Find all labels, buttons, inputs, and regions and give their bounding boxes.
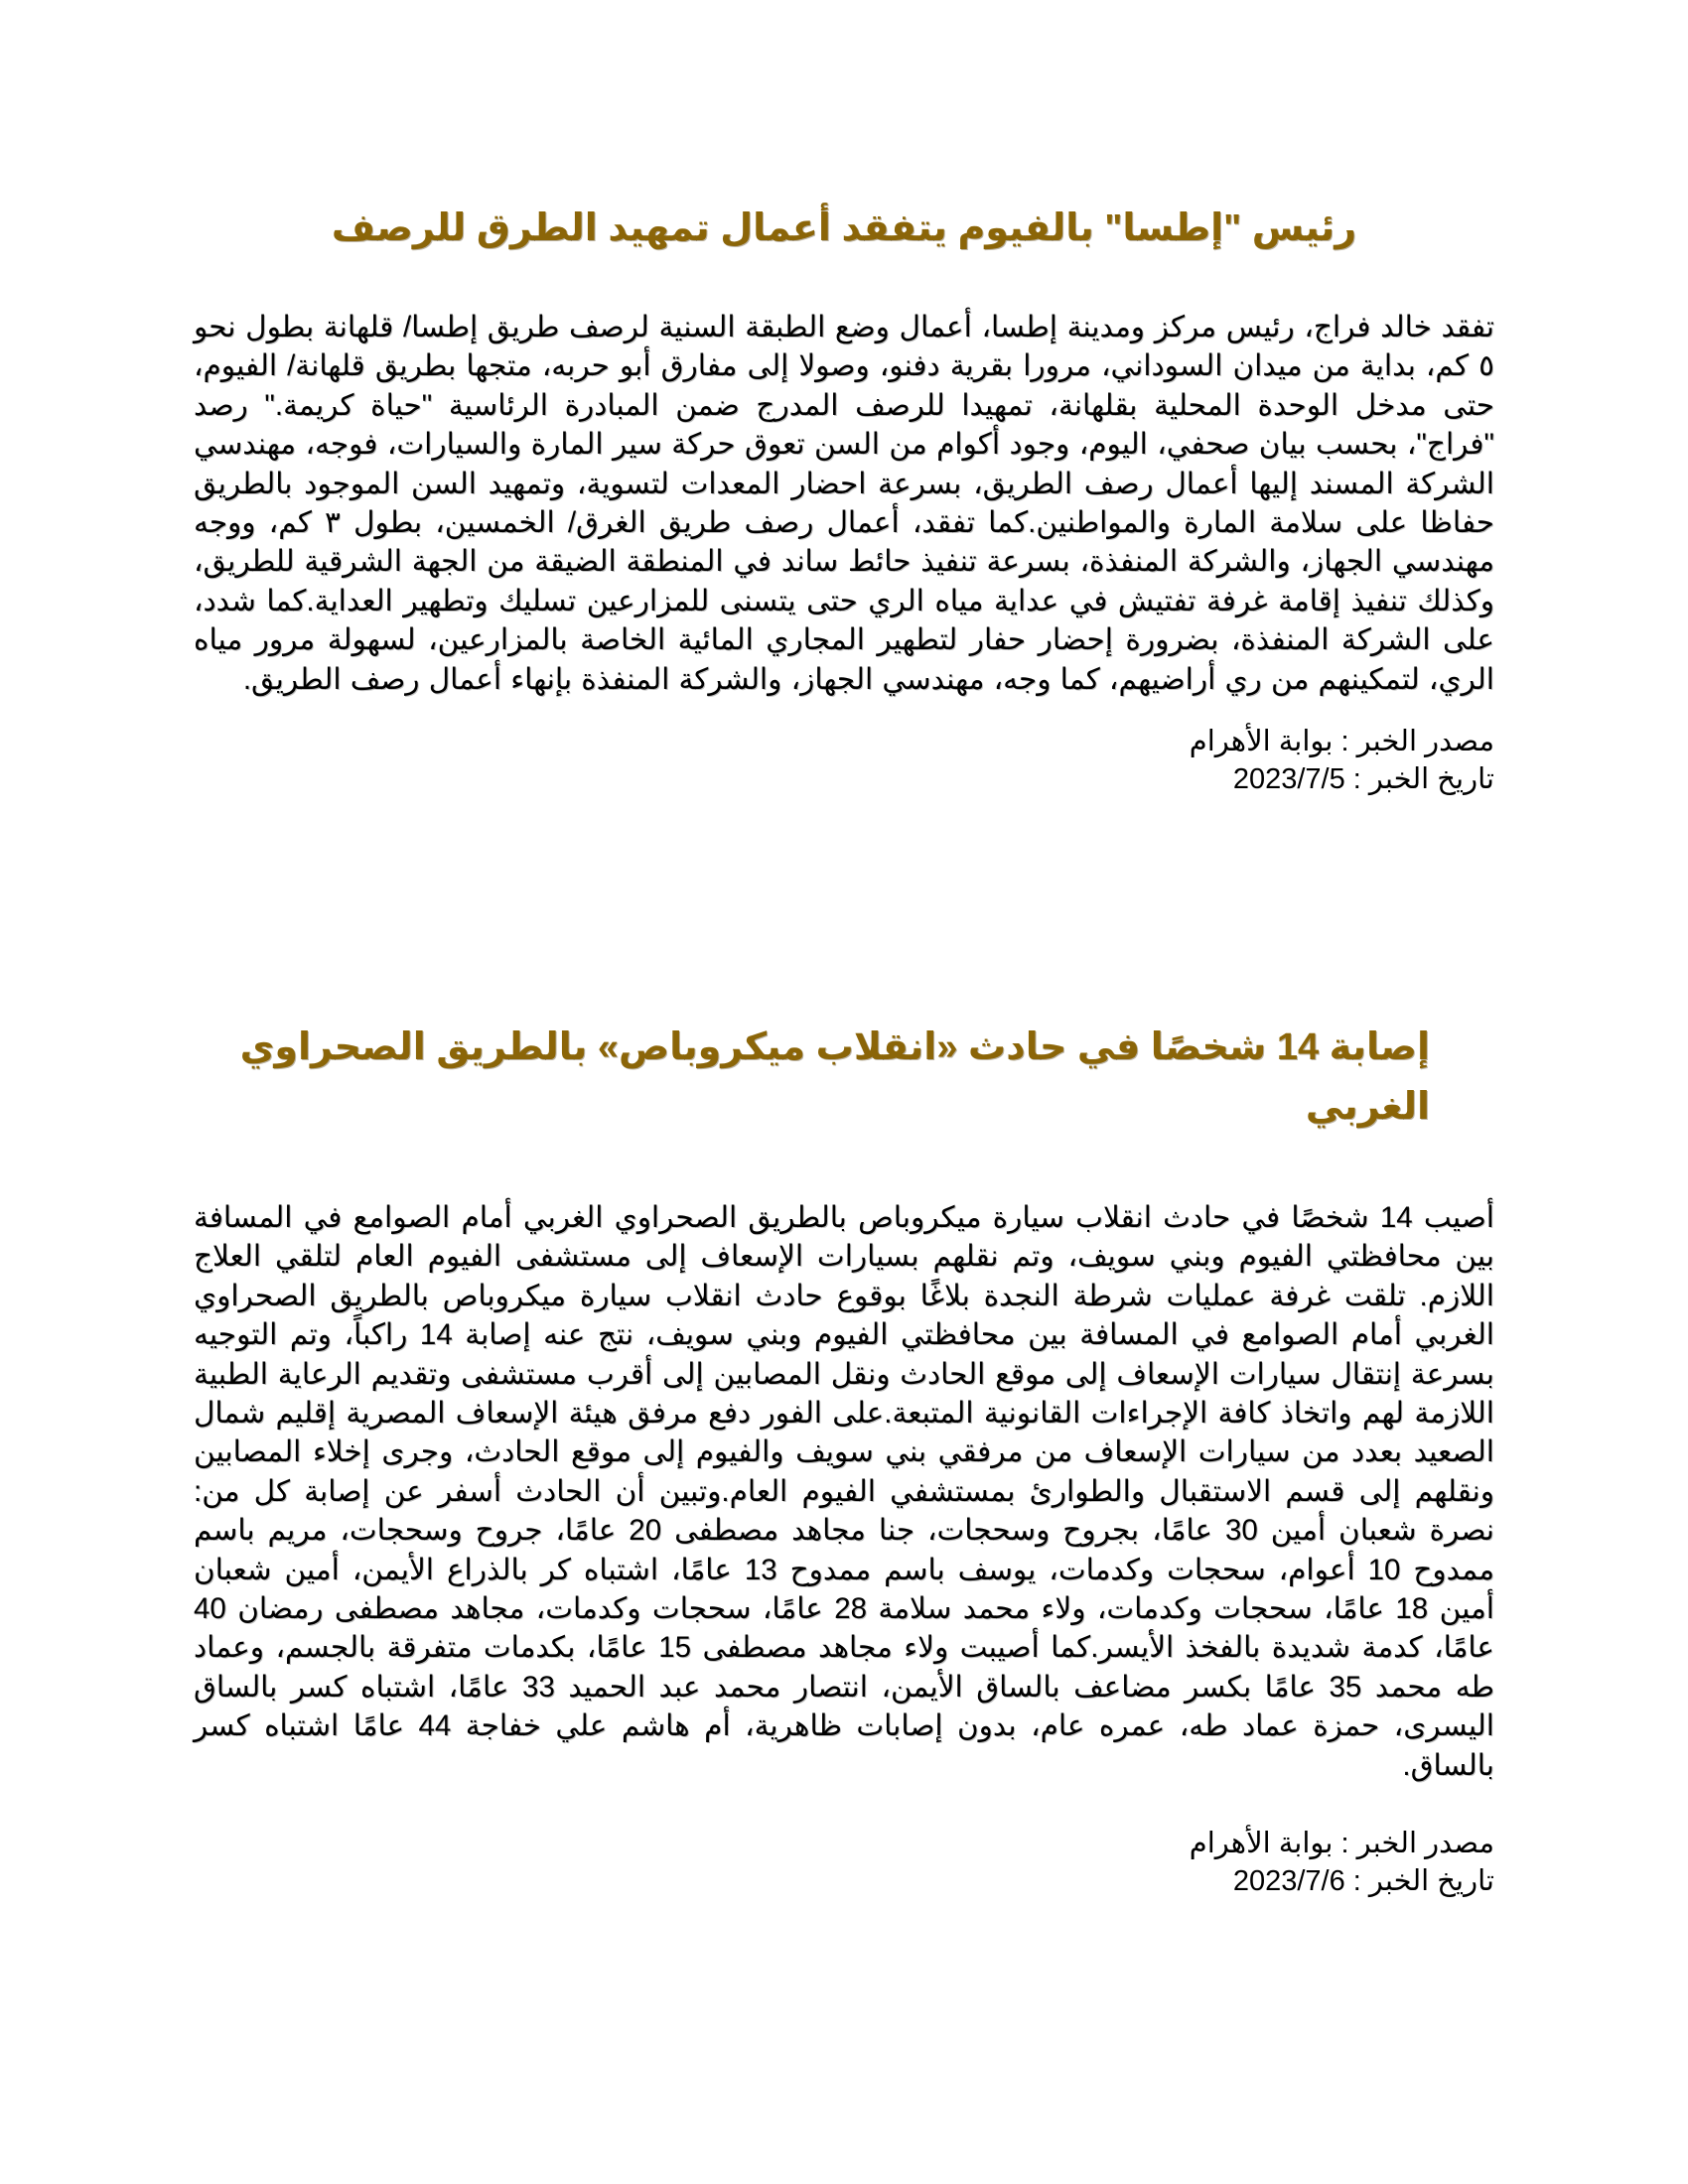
source-label: مصدر الخبر [1356, 726, 1494, 758]
meta-separator: : [1344, 763, 1369, 796]
date-value: 2023/7/6 [1232, 1865, 1345, 1898]
date-row [194, 1862, 1494, 1900]
source-value: بوابة الأهرام [1189, 1828, 1334, 1860]
article-meta [194, 1825, 1494, 1900]
meta-separator: : [1344, 1865, 1369, 1898]
source-value: بوابة الأهرام [1189, 726, 1334, 758]
meta-separator: : [1333, 726, 1357, 758]
meta-separator: : [1333, 1828, 1357, 1860]
news-article [194, 199, 1494, 798]
date-row [194, 760, 1494, 798]
news-article [194, 1018, 1494, 1900]
date-label: تاريخ الخبر [1368, 1865, 1494, 1898]
source-label: مصدر الخبر [1356, 1828, 1494, 1860]
source-row [194, 723, 1494, 760]
date-label: تاريخ الخبر [1368, 763, 1494, 796]
article-meta [194, 723, 1494, 798]
source-row [194, 1825, 1494, 1862]
document-page [194, 0, 1494, 2184]
article-body: أصيب 14 شخصًا في حادث انقلاب سيارة ميكروباص بالطريق الصحراوي الغربي أمام الصوامع في المسافة بين محافظتي الفيوم وبني سويف، وتم نقلهم بسيارات الإسعاف إلى مستشفى الفيوم العام لتلقي العلاج اللازم. تلقت غرفة عمليات شرطة النجدة بلاغًا بوقوع حادث انقلاب سيارة ميكروباص بالطريق الصحراوي الغربي أمام الصوامع في المسافة بين محافظتي الفيوم وبني سويف، نتج عنه إصابة 14 راكباً، وتم التوجيه بسرعة إنتقال سيارات الإسعاف إلى موقع الحادث ونقل المصابين إلى أقرب مستشفى وتقديم الرعاية الطبية اللازمة لهم واتخاذ كافة الإجراءات القانونية المتبعة.على الفور دفع مرفق هيئة الإسعاف المصرية إقليم شمال الصعيد بعدد من سيارات الإسعاف من مرفقي بني سويف والفيوم إلى موقع الحادث، وجرى إخلاء المصابين ونقلهم إلى قسم الاستقبال والطوارئ بمستشفي الفيوم العام.وتبين أن الحادث أسفر عن إصابة كل من: نصرة شعبان أمين 30 عامًا، بجروح وسحجات، جنا مجاهد مصطفى 20 عامًا، جروح وسحجات، مريم باسم ممدوح 10 أعوام، سحجات وكدمات، يوسف باسم ممدوح 13 عامًا، اشتباه كر بالذراع الأيمن، أمين شعبان أمين 18 عامًا، سحجات وكدمات، ولاء محمد سلامة 28 عامًا، سحجات وكدمات، مجاهد مصطفى رمضان 40 عامًا، كدمة شديدة بالفخذ الأيسر.كما أصيبت ولاء مجاهد مصطفى 15 عامًا، بكدمات متفرقة بالجسم، وعماد طه محمد 35 عامًا بكسر مضاعف بالساق الأيمن، انتصار محمد عبد الحميد 33 عامًا، اشتباه كسر بالساق اليسرى، حمزة عماد طه، عمره عام، بدون إصابات ظاهرية، أم هاشم علي خفاجة 44 عامًا اشتباه كسر بالساق. [194, 1201, 1495, 1782]
article-headline: رئيس "إطسا" بالفيوم يتفقد أعمال تمهيد الطرق للرصف [331, 207, 1357, 249]
article-headline: إصابة 14 شخصًا في حادث «انقلاب ميكروباص» بالطريق الصحراوي الغربي [239, 1026, 1430, 1128]
article-body: تفقد خالد فراج، رئيس مركز ومدينة إطسا، أعمال وضع الطبقة السنية لرصف طريق إطسا/ قلهانة بطول نحو ٥ كم، بداية من ميدان السوداني، مرورا بقرية دفنو، وصولا إلى مفارق أبو حربه، متجها بطريق قلهانة/ الفيوم، حتى مدخل الوحدة المحلية بقلهانة، تمهيدا للرصف المدرج ضمن المبادرة الرئاسية "حياة كريمة." رصد "فراج"، بحسب بيان صحفي، اليوم، وجود أكوام من السن تعوق حركة سير المارة والسيارات، فوجه، مهندسي الشركة المسند إليها أعمال رصف الطريق، بسرعة احضار المعدات لتسوية، وتمهيد السن الموجود بالطريق حفاظا على سلامة المارة والمواطنين.كما تفقد، أعمال رصف طريق الغرق/ الخمسين، بطول ٣ كم، ووجه مهندسي الجهاز، والشركة المنفذة، بسرعة تنفيذ حائط ساند في المنطقة الضيقة من الجهة الشرقية للطريق، وكذلك تنفيذ إقامة غرفة تفتيش في عداية مياه الري حتى يتسنى للمزارعين تسليك وتطهير العداية.كما شدد، على الشركة المنفذة، بضرورة إحضار حفار لتطهير المجاري المائية الخاصة بالمزارعين، لسهولة مرور مياه الري، لتمكينهم من ري أراضيهم، كما وجه، مهندسي الجهاز، والشركة المنفذة بإنهاء أعمال رصف الطريق. [194, 311, 1495, 696]
date-value: 2023/7/5 [1232, 763, 1345, 796]
